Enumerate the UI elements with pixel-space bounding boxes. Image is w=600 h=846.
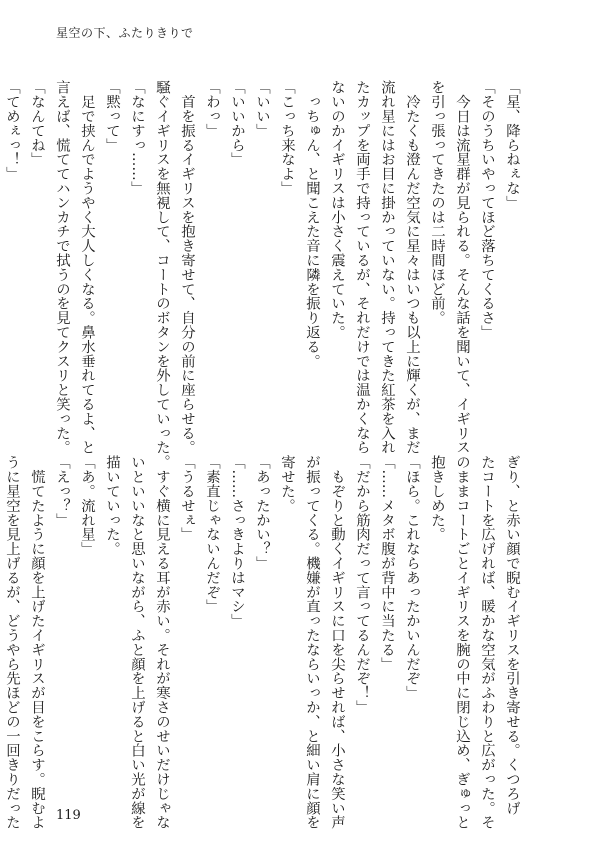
text-line: 「いいから」: [229, 80, 245, 167]
text-line: 流れ星にはお目に掛かっていない。持ってきた紅茶を入れ: [379, 80, 395, 455]
text-line: 「……さっきよりはマシ」: [229, 455, 245, 628]
text-line: たカップを両手で持っているが、それだけでは温かくなら: [354, 80, 370, 455]
text-line: 冷たくも澄んだ空気に星々はいつも以上に輝くが、まだ: [404, 80, 420, 455]
text-line: 慌てたように顔を上げたイギリスが目をこらす。睨むよ: [29, 455, 45, 830]
text-line: 今日は流星群が見られる。そんな話を聞いて、イギリス: [454, 80, 470, 455]
text-line: 首を振るイギリスを抱き寄せて、自分の前に座らせる。: [179, 80, 195, 455]
text-line: 言えば、慌ててハンカチで拭うのを見てクスリと笑った。: [54, 80, 70, 455]
text-line: 「こっち来なよ」: [279, 80, 295, 196]
text-line: 「えっ？」: [54, 455, 70, 527]
text-line: 「いい」: [254, 80, 270, 138]
text-line: 「あ。流れ星」: [79, 455, 95, 556]
text-line: 足で挟んでようやく大人しくなる。鼻水垂れてるよ、と: [79, 80, 95, 455]
text-line: っちゅん、と聞こえた音に隣を振り返る。: [304, 80, 320, 368]
text-line: 「……メタボ腹が背中に当たる」: [379, 455, 395, 671]
text-line: を引っ張ってきたのは二時間ほど前。: [429, 80, 445, 325]
text-line: 「わっ」: [204, 80, 220, 138]
text-line: ないのかイギリスは小さく震えていた。: [329, 80, 345, 340]
text-line: うに星空を見上げるが、どうやら先ほどの一回きりだった: [4, 455, 20, 830]
text-line: 「だから筋肉だって言ってるんだぞ！」: [354, 455, 370, 715]
text-line: ぎり、と赤い顔で睨むイギリスを引き寄せる。くつろげ: [504, 455, 520, 815]
text-line: 抱きしめた。: [429, 455, 445, 542]
text-line: もぞりと動くイギリスに口を尖らせれば、小さな笑い声: [329, 455, 345, 830]
text-line: 「うるせぇ」: [179, 455, 195, 542]
text-line: 寄せた。: [279, 455, 295, 513]
text-block-top: [4, 80, 520, 469]
text-line: 「なんてね」: [29, 80, 45, 167]
text-line: 騒ぐイギリスを無視して、コートのボタンを外していった。: [154, 80, 170, 469]
text-line: 「あったかい？」: [254, 455, 270, 571]
text-line: すぐ横に見える耳が赤い。それが寒さのせいだけじゃな: [154, 455, 170, 830]
text-line: のままコートごとイギリスを腕の中に閉じ込め、ぎゅっと: [454, 455, 470, 830]
text-line: 「ほら。これならあったかいんだぞ」: [404, 455, 420, 700]
text-line: 「素直じゃないんだぞ」: [204, 455, 220, 614]
text-line: 「てめぇっ！」: [4, 80, 20, 181]
text-line: が振ってくる。機嫌が直ったならいっか、と細い肩に顔を: [304, 455, 320, 830]
text-line: いといいなと思いながら、ふと顔を上げると白い光が線を: [129, 455, 145, 830]
text-line: 「なにすっ……」: [129, 80, 145, 196]
running-header: 星空の下、ふたりきりで: [56, 26, 194, 40]
text-line: 描いていった。: [104, 455, 120, 556]
page-number: 119: [56, 808, 81, 823]
text-line: たコートを広げれば、暖かな空気がふわりと広がった。そ: [479, 455, 495, 830]
text-line: 「そのうちいやってほど落ちてくるさ」: [479, 80, 495, 340]
text-line: 「星、降らねぇな」: [504, 80, 520, 210]
text-line: 「黙って」: [104, 80, 120, 152]
